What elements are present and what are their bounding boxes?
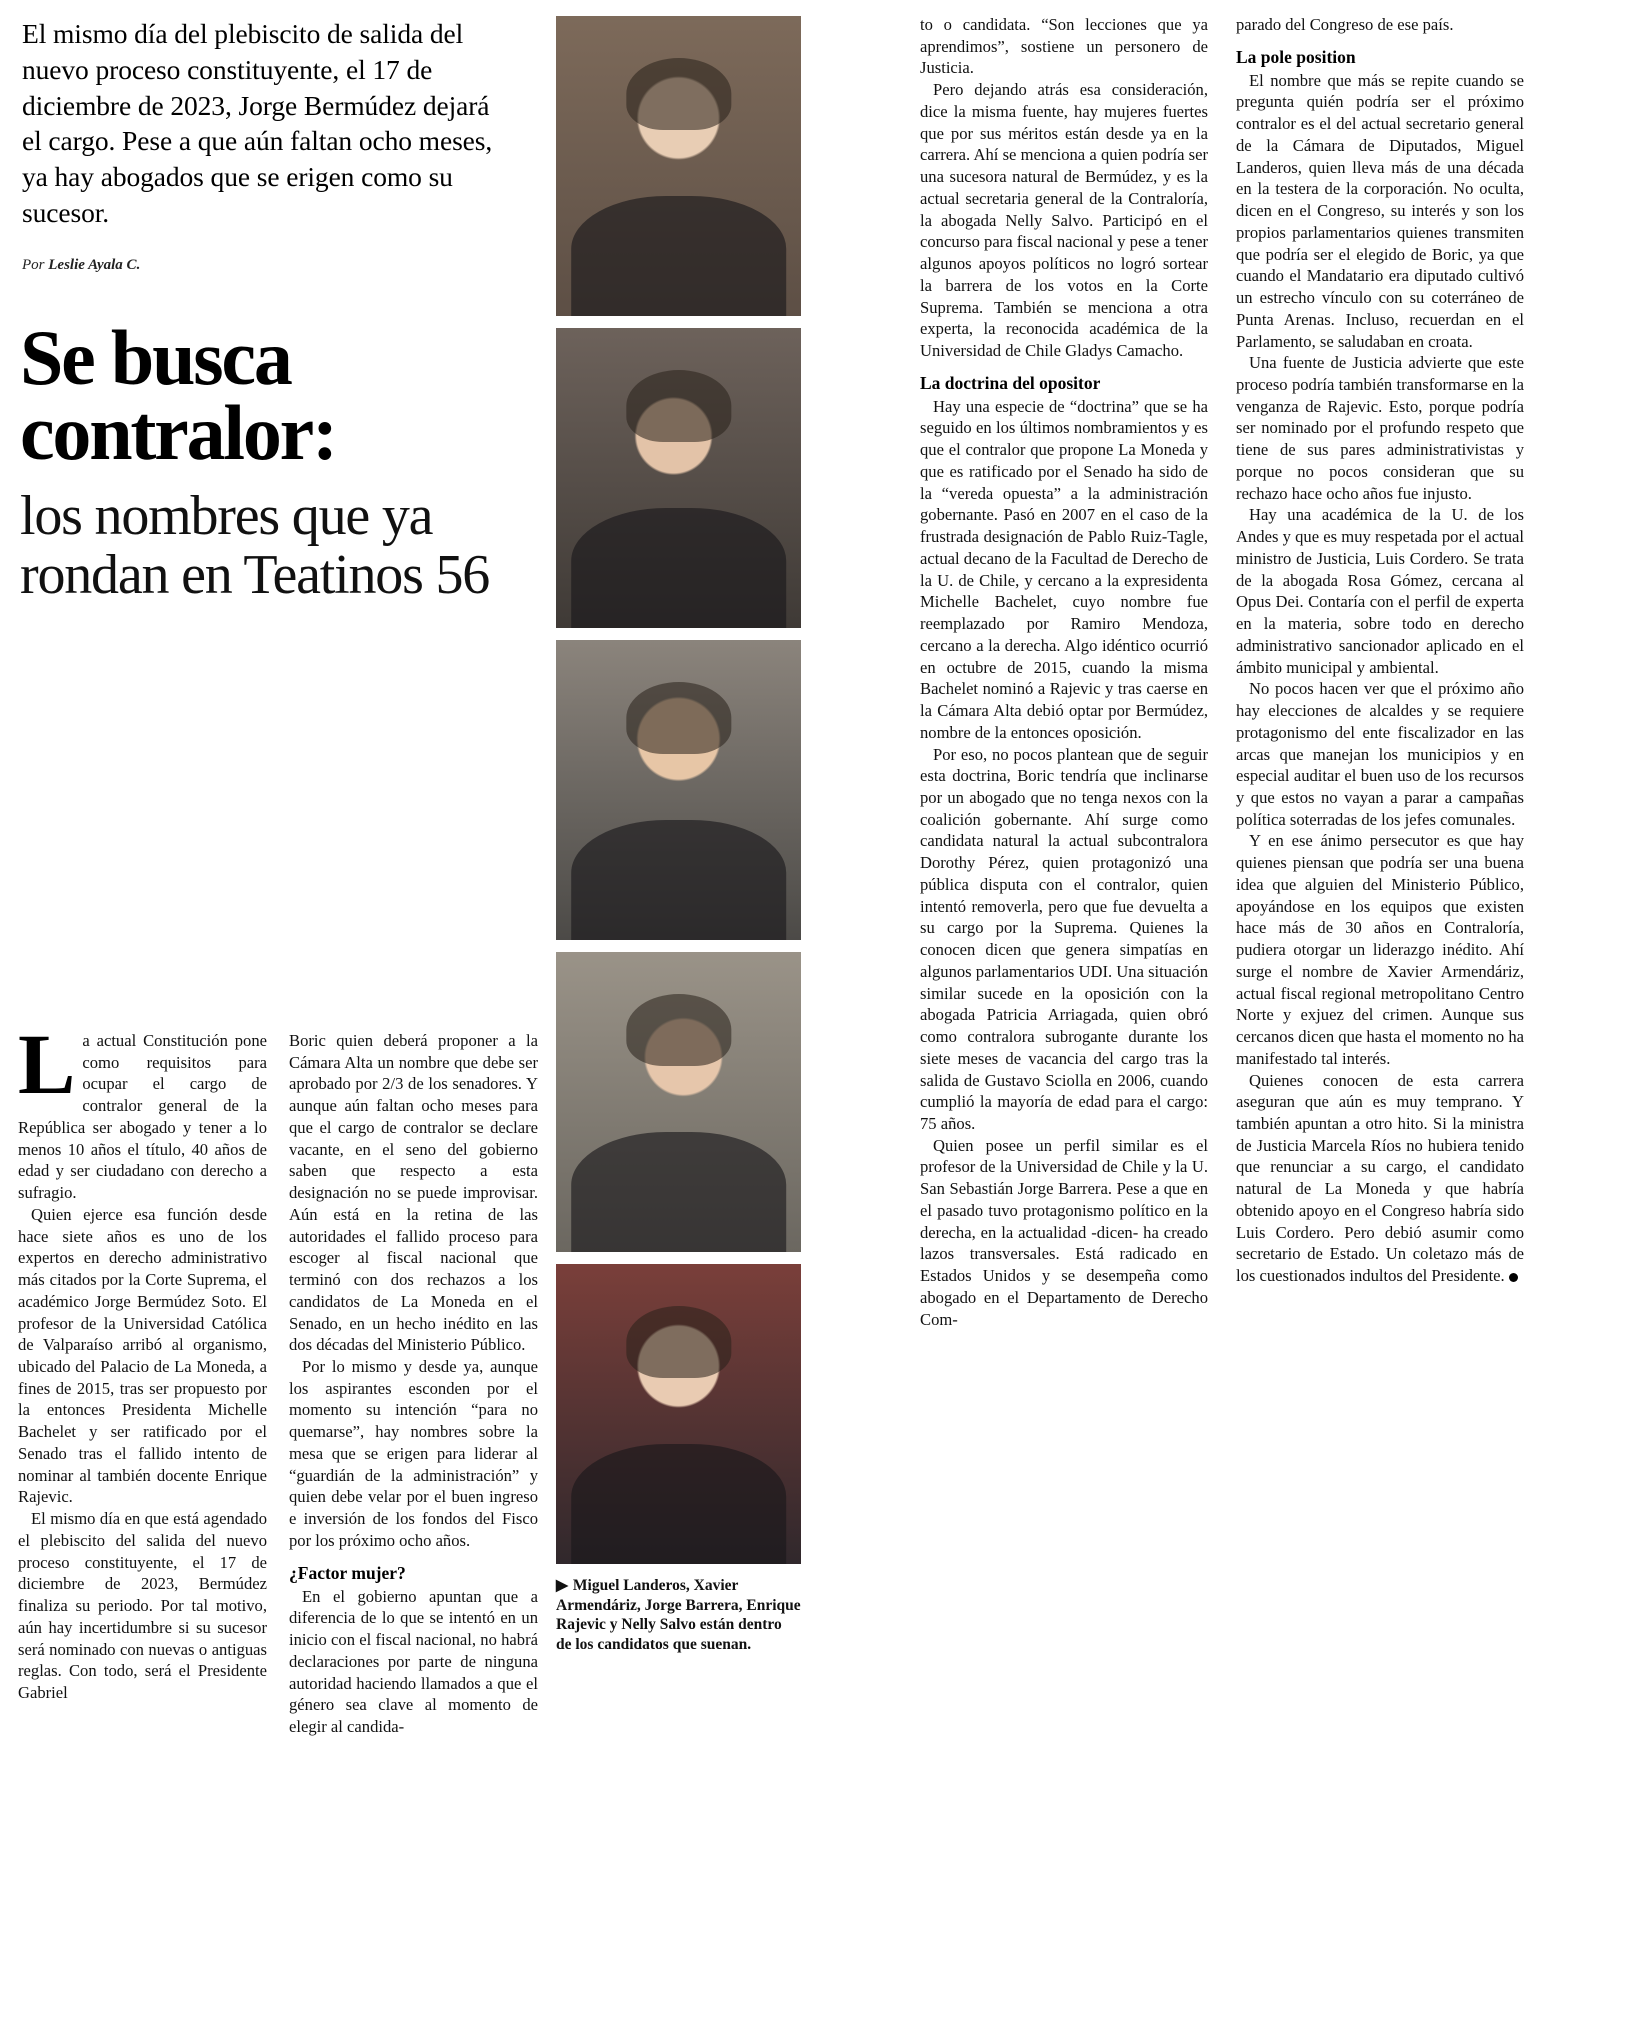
paragraph: El nombre que más se repite cuando se pregunta quién podría ser el próximo contralor es el del actual secretario general de la Cámara de Diputados, Miguel Landeros, quien lleva más de una década en la testera de la corporación. No oculta, dicen en el Congreso, su interés y son los propios parlamentarios quienes transmiten que podría ser el elegido de Boric, ya que cuando el Mandatario era diputado cultivó un estrecho vínculo con su coterráneo de Punta Arenas. Incluso, recuerdan en el Parlamento, se saludaban en croata.: [1236, 70, 1524, 351]
paragraph: Pero dejando atrás esa consideración, dice la misma fuente, hay mujeres fuertes que por sus méritos están desde ya en la carrera. Ahí se menciona a quien podría ser una sucesora natural de Bermúdez, y es la actual secretaria general de la Contraloría, la abogada Nelly Salvo. Participó en el concurso para fiscal nacional y pese a tener algunos apoyos políticos no logró sortear la barrera de los votos en la Corte Suprema. También se menciona a otra experta, la reconocida académica de la Universidad de Chile Gladys Camacho.: [920, 80, 1208, 361]
paragraph: Una fuente de Justicia advierte que este proceso podría también transformarse en la venganza de Rajevic. Esto, porque podría ser nominado por el profundo respeto que tiene de sus pares administrativistas y porque no pocos consideran que su rechazo hace ocho años fue injusto.: [1236, 353, 1524, 503]
portrait-xavier-armendariz: [556, 328, 801, 628]
end-mark-icon: [1509, 1273, 1518, 1282]
paragraph: No pocos hacen ver que el próximo año hay elecciones de alcaldes y se requiere protagonismo del ente fiscalizador en las arcas que manejan los municipios y en especial auditar el buen uso de los recursos y que estos no vayan a parar a campañas política soterradas de los jefes comunales.: [1236, 679, 1524, 829]
portrait-jorge-barrera: [556, 640, 801, 940]
paragraph: Por lo mismo y desde ya, aunque los aspirantes esconden por el momento su intención “para no quemarse”, hay nombres sobre la mesa que se erigen para liderar al “guardián de la administración” y quien debe velar por el buen ingreso e inversión de los fondos del Fisco por los próximo ocho años.: [289, 1357, 538, 1550]
section-heading-doctrina-opositor: La doctrina del opositor: [920, 372, 1101, 393]
column-4: [1236, 14, 1524, 1330]
portrait-enrique-rajevic: [556, 952, 801, 1252]
caption-triangle-icon: ▶: [556, 1577, 568, 1594]
column-2: [289, 1030, 538, 1738]
paragraph-text: Quienes conocen de esta carrera aseguran que aún es muy temprano. Y también apuntan a otro hito. Si la ministra de Justicia Marcela Ríos no hubiera tenido que renunciar a su cargo, el candidato natural de La Moneda y que habría obtenido apoyo en el Congreso habría sido Luis Cordero. Pero debió asumir como secretario de Estado. Un coletazo más de los cuestionados indultos del Presidente.: [1236, 1070, 1524, 1286]
paragraph-last: [1236, 1070, 1524, 1287]
column-3: [920, 14, 1208, 1330]
left-body-columns: [18, 1016, 538, 1738]
byline-author: Leslie Ayala C.: [48, 256, 141, 273]
headline-sub: los nombres que ya rondan en Teatinos 56: [20, 484, 490, 607]
section-heading-factor-mujer: ¿Factor mujer?: [289, 1562, 406, 1583]
photo-column: [556, 16, 801, 1654]
headline-zone: [18, 14, 538, 606]
standfirst: El mismo día del plebiscito de salida del nuevo proceso constituyente, el 17 de diciembre de 2023, Jorge Bermúdez dejará el cargo. Pese a que aún faltan ocho meses, ya hay abogados que se erigen como su sucesor.: [22, 18, 493, 228]
paragraph-text: a actual Constitución pone como requisitos para ocupar el cargo de contralor general de la República ser abogado y tener a lo menos 10 años el título, 40 años de edad y ser ciudadano con derecho a sufragio.: [18, 1031, 267, 1203]
portrait-miguel-landeros: [556, 16, 801, 316]
portrait-nelly-salvo: [556, 1264, 801, 1564]
paragraph: En el gobierno apuntan que a diferencia de lo que se intentó en un inicio con el fiscal nacional, no habrá declaraciones por parte de ninguna autoridad haciendo llamados a que el género sea clave al momento de elegir al candida-: [289, 1586, 538, 1737]
caption-text: Miguel Landeros, Xavier Armendáriz, Jorge Barrera, Enrique Rajevic y Nelly Salvo están dentro de los candidatos que suenan.: [556, 1577, 801, 1653]
byline-prefix: Por: [22, 256, 49, 273]
paragraph: Boric quien deberá proponer a la Cámara Alta un nombre que debe ser aprobado por 2/3 de los senadores. Y aunque aún faltan ocho meses para que el cargo de contralor se declare vacante, en el seno del gobierno saben que respecto a esta designación no se puede improvisar. Aún está en la retina de las autoridades el fallido proceso para escoger al fiscal nacional que terminó con dos rechazos a los candidatos de La Moneda en el Senado, en un hecho inédito en las dos décadas del Ministerio Público.: [289, 1031, 538, 1355]
photo-caption: [556, 1576, 801, 1654]
paragraph: Por eso, no pocos plantean que de seguir esta doctrina, Boric tendría que inclinarse por un abogado que no tenga nexos con la coalición gobernante. Ahí surge como candidata natural la actual subcontralora Dorothy Pérez, quien protagonizó una pública disputa con el contralor, quien intentó removerla, pero que fue devuelta a su cargo por la Suprema. Quienes la conocen dicen que genera simpatías en algunos parlamentarios UDI. Una situación similar sucede en la oposición con la abogada Patricia Arriagada, quien obró como contralora subrogante durante los siete meses de vacancia del cargo tras la salida de Gustavo Sciolla en 2006, cuando cumplió la mayoría de edad para el cargo: 75 años.: [920, 744, 1209, 1133]
paragraph: Hay una académica de la U. de los Andes y que es muy respetada por el actual ministro de Justicia, Luis Cordero. Se trata de la abogada Rosa Gómez, cercana al Opus Dei. Contaría con el perfil de experta en la materia, sobre todo en derecho administrativo sancionador aplicado en el ámbito municipal y ambiental.: [1236, 505, 1524, 677]
paragraph: Quien ejerce esa función desde hace siete años es uno de los expertos en derecho administrativo más citados por la Corte Suprema, el académico Jorge Bermúdez Soto. El profesor de la Universidad Católica de Valparaíso arribó al organismo, ubicado del Palacio de La Moneda, a fines de 2015, tras ser propuesto por la entonces Presidenta Michelle Bachelet y ser ratificado por el Senado tras el fallido intento de nominar al también docente Enrique Rajevic.: [18, 1204, 267, 1507]
paragraph: Quien posee un perfil similar es el profesor de la Universidad de Chile y la U. San Sebastián Jorge Barrera. Pese a que en el pasado tuvo protagonismo político en la derecha, en la actualidad -dicen- ha creado lazos transversales. Está radicado en Estados Unidos y se desempeña como abogado en el Departamento de Derecho Com-: [920, 1135, 1208, 1329]
paragraph: parado del Congreso de ese país.: [1236, 15, 1454, 34]
paragraph: Y en ese ánimo persecutor es que hay quienes piensan que podría ser una buena idea que alguien del Ministerio Público, apoyándose en los equipos que existen hace más de 30 años en Contraloría, pudiera otorgar un liderazgo inédito. Ahí surge el nombre de Xavier Armendáriz, actual fiscal regional metropolitano Centro Norte y exjuez del crimen. Aunque sus cercanos dicen que hasta el momento no ha manifestado tal interés.: [1236, 831, 1524, 1068]
page-title: [20, 313, 538, 607]
byline: [22, 257, 538, 274]
paragraph: to o candidata. “Son lecciones que ya aprendimos”, sostiene un personero de Justicia.: [920, 15, 1208, 78]
right-body-columns: [920, 14, 1617, 1330]
paragraph: El mismo día en que está agendado el plebiscito del salida del nuevo proceso constituyente, el 17 de diciembre de 2023, Bermúdez finaliza su periodo. Por tal motivo, aún hay incertidumbre si su sucesor será nominado con nuevas o antiguas reglas. Con todo, será el Presidente Gabriel: [18, 1509, 267, 1703]
headline-main: Se busca contralor:: [20, 313, 336, 477]
paragraph: [18, 1016, 267, 1204]
column-1: [18, 1016, 267, 1738]
drop-cap: L: [18, 1016, 76, 1112]
section-heading-pole-position: La pole position: [1236, 46, 1356, 67]
paragraph: Hay una especie de “doctrina” que se ha seguido en los últimos nombramientos y es que el contralor que propone La Moneda y que es ratificado por el Senado ha sido de la “vereda opuesta” a la administración gobernante. Pasó en 2007 en el caso de la frustrada designación de Pablo Ruiz-Tagle, actual decano de la Facultad de Derecho de la U. de Chile, y cercano a la expresidenta Michelle Bachelet, cuyo nombre fue reemplazado por Ramiro Mendoza, cercano a la derecha. Algo idéntico ocurrió en octubre de 2015, cuando la misma Bachelet nominó a Rajevic y tras caerse en la Cámara Alta debió optar por Bermúdez, nombre de la entonces oposición.: [920, 396, 1208, 742]
